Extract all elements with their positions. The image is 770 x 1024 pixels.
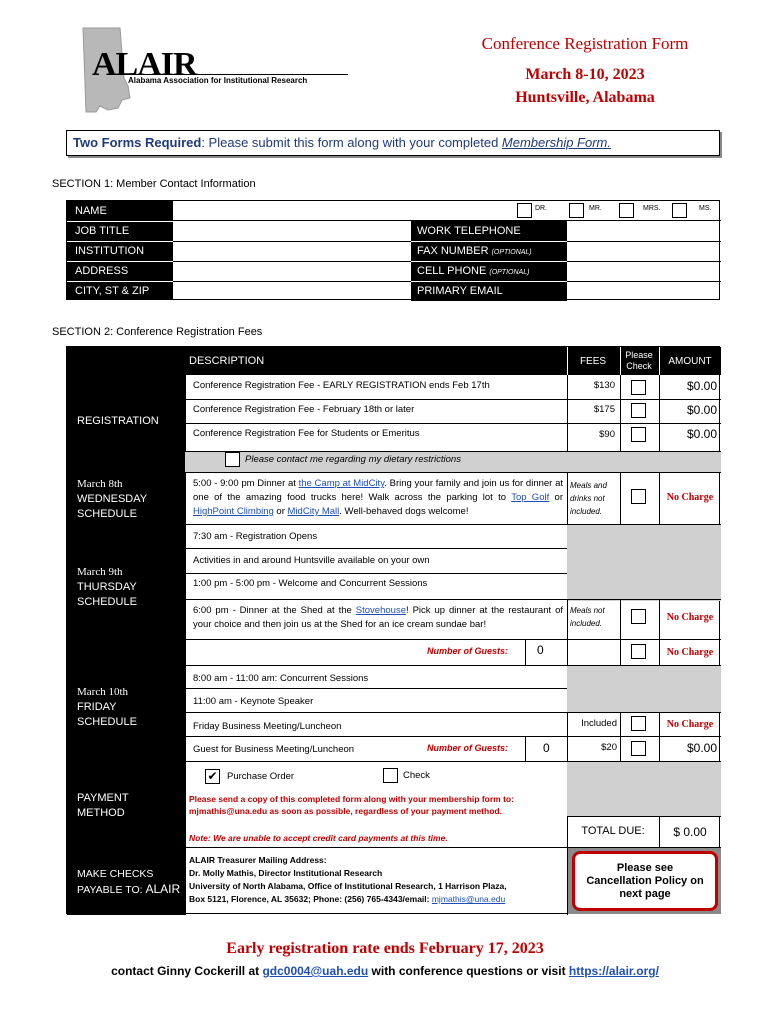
alair-website-link[interactable]: https://alair.org/ [568, 964, 659, 978]
payable-label-alair: ALAIR [145, 882, 181, 896]
work-phone-label: WORK TELEPHONE [417, 225, 521, 237]
fri-row3-amount: No Charge [666, 719, 714, 730]
title-dr-checkbox[interactable] [517, 203, 532, 218]
payable-label-2: PAYABLE TO: [77, 884, 146, 896]
payable-label [77, 867, 180, 898]
email-label: PRIMARY EMAIL [417, 285, 503, 297]
thu-label [77, 565, 137, 610]
address-line-1: ALAIR Treasurer Mailing Address: [189, 855, 327, 865]
reg-row-late-checkbox[interactable] [631, 403, 646, 418]
reg-row-student-amount: $0.00 [686, 427, 717, 441]
topgolf-link[interactable]: Top Golf [511, 492, 550, 503]
wed-fee: Meals and drinks not included. [570, 481, 607, 516]
col-description: DESCRIPTION [189, 355, 265, 367]
fri-date: March 10th [77, 686, 129, 698]
fri-label [77, 685, 137, 730]
contact-email-link[interactable]: gdc0004@uah.edu [262, 964, 369, 978]
title-dr-label: DR. [535, 205, 548, 212]
title-mr-label: MR. [589, 205, 602, 212]
payment-label-2: METHOD [77, 807, 125, 819]
dietary-label: Please contact me regarding my dietary restrictions [245, 454, 461, 465]
fri-guests-field[interactable]: 0 [543, 741, 550, 755]
logo-subtitle: Alabama Association for Institutional Research [128, 76, 308, 85]
reg-row-late-amount: $0.00 [686, 403, 717, 417]
title-ms-checkbox[interactable] [672, 203, 687, 218]
fri-row4-amount: $0.00 [686, 741, 717, 755]
col-check: Please Check [625, 350, 653, 371]
cell-label: CELL PHONE (OPTIONAL) [417, 265, 530, 277]
notice-bold: Two Forms Required [73, 135, 202, 150]
dietary-checkbox[interactable] [225, 452, 240, 467]
reg-row-student-checkbox[interactable] [631, 427, 646, 442]
fri-row3-checkbox[interactable] [631, 716, 646, 731]
address-line-2: Dr. Molly Mathis, Director Institutional Research [189, 868, 383, 878]
title-mr-checkbox[interactable] [569, 203, 584, 218]
city-field[interactable] [175, 282, 409, 300]
wed-date: March 8th [77, 478, 123, 490]
early-registration-headline: Early registration rate ends February 17, 2023 [226, 940, 544, 957]
stovehouse-link[interactable]: Stovehouse [355, 605, 406, 616]
check-label: Check [403, 770, 430, 781]
thu-checkbox[interactable] [631, 609, 646, 624]
fri-row3: Friday Business Meeting/Luncheon [193, 721, 342, 732]
address-line-3: University of North Alabama, Office of Institutional Research, 1 Harrison Plaza, [189, 881, 507, 891]
reg-row-early-desc: Conference Registration Fee - EARLY REGISTRATION ends Feb 17th [193, 380, 490, 391]
address-field[interactable] [175, 262, 409, 280]
institution-field[interactable] [175, 242, 409, 260]
conference-dates: March 8-10, 2023 [525, 66, 645, 83]
reg-row-student-fee: $90 [599, 429, 615, 440]
fri-row3-fee: Included [581, 718, 617, 729]
work-phone-field[interactable] [569, 222, 719, 240]
city-label: CITY, ST & ZIP [75, 285, 150, 297]
form-title: Conference Registration Form [481, 34, 689, 53]
institution-label: INSTITUTION [75, 245, 145, 257]
fri-row1: 8:00 am - 11:00 am: Concurrent Sessions [193, 673, 369, 684]
wed-checkbox[interactable] [631, 489, 646, 504]
col-fees: FEES [579, 356, 607, 367]
fax-label: FAX NUMBER (OPTIONAL) [417, 245, 532, 257]
title-mrs-checkbox[interactable] [619, 203, 634, 218]
address-line-4: Box 5121, Florence, AL 35632; Phone: (256) 765-4343/email: [189, 894, 432, 904]
cell-optional: (OPTIONAL) [489, 269, 530, 276]
contact-text-a: contact Ginny Cockerill at [111, 964, 263, 978]
section1-title: SECTION 1: Member Contact Information [52, 178, 256, 190]
total-due-label: TOTAL DUE: [581, 825, 645, 837]
reg-row-early-fee: $130 [593, 380, 615, 391]
reg-row-late-fee: $175 [593, 404, 615, 415]
address-label: ADDRESS [75, 265, 129, 277]
highpoint-link[interactable]: HighPoint Climbing [193, 506, 274, 517]
contact-line [0, 964, 770, 978]
thu-row3: 1:00 pm - 5:00 pm - Welcome and Concurrent Sessions [193, 578, 428, 589]
camp-link[interactable]: the Camp at MidCity [298, 478, 385, 489]
title-ms-label: MS. [699, 205, 712, 212]
wed-day: WEDNESDAY [77, 493, 148, 505]
contact-table [66, 200, 720, 300]
cancellation-policy-text: Please see Cancellation Policy on next page [586, 861, 704, 900]
thu-day: THURSDAY [77, 581, 137, 593]
job-title-field[interactable] [175, 222, 409, 240]
cell-field[interactable] [569, 262, 719, 280]
title-mrs-label: MRS. [643, 205, 661, 212]
thu-schedule: SCHEDULE [77, 596, 137, 608]
fri-row2: 11:00 am - Keynote Speaker [193, 696, 314, 707]
thu-guests-field[interactable]: 0 [537, 643, 544, 657]
logo [78, 26, 358, 116]
section2-title: SECTION 2: Conference Registration Fees [52, 326, 263, 338]
conference-location: Huntsville, Alabama [515, 89, 655, 106]
fax-optional: (OPTIONAL) [491, 249, 532, 256]
total-due-amount: $ 0.00 [673, 825, 707, 839]
no-credit-card-note: Note: We are unable to accept credit card payments at this time. [189, 833, 448, 843]
name-label: NAME [75, 205, 107, 217]
fri-schedule: SCHEDULE [77, 716, 137, 728]
thu-guests-label: Number of Guests: [427, 646, 509, 656]
notice-text: : Please submit this form along with your completed [201, 135, 502, 150]
name-field[interactable] [175, 202, 515, 220]
cancellation-policy-badge[interactable] [572, 851, 718, 911]
fri-day: FRIDAY [77, 701, 117, 713]
reg-row-early-checkbox[interactable] [631, 380, 646, 395]
thu-fee: Meals not included. [570, 606, 605, 628]
thu-row1: 7:30 am - Registration Opens [193, 531, 318, 542]
fri-guests-label: Number of Guests: [427, 743, 509, 753]
mailing-address [189, 854, 567, 906]
fri-row4-fee: $20 [601, 742, 617, 753]
registration-label: REGISTRATION [77, 415, 159, 427]
wed-schedule: SCHEDULE [77, 508, 137, 520]
thu-amount: No Charge [666, 612, 714, 623]
wed-label [77, 477, 147, 522]
wed-desc: 5:00 - 9:00 pm Dinner at the Camp at MidCity. Bring your family and join us for dinner at one of the amazing food trucks here! Walk across the parking lot to Top Golf or HighPoint Climbing or MidCity Mall. Well-behaved dogs welcome! [193, 478, 563, 517]
payment-label [77, 791, 129, 821]
thu-row4: 6:00 pm - Dinner at the Shed at the Stovehouse! Pick up dinner at the restaurant of your choice and then join us at the Shed for an ice cream sundae bar! [193, 605, 563, 630]
payable-label-1: MAKE CHECKS [77, 868, 154, 880]
membership-form-link[interactable]: Membership Form. [501, 135, 611, 150]
fees-table [66, 346, 720, 914]
contact-text-b: with conference questions or visit [368, 964, 569, 978]
payment-label-1: PAYMENT [77, 792, 129, 804]
logo-name: ALAIR [92, 46, 197, 83]
midcity-mall-link[interactable]: MidCity Mall [287, 506, 340, 517]
job-title-label: JOB TITLE [75, 225, 130, 237]
purchase-order-checkbox[interactable]: ✔ [205, 769, 220, 784]
payment-note: Please send a copy of this completed form along with your membership form to: mjmathis@una.edu as soon as possible, regardless of your payment method. [189, 794, 514, 816]
reg-row-late-desc: Conference Registration Fee - February 18th or later [193, 404, 415, 415]
fax-field[interactable] [569, 242, 719, 260]
wed-amount: No Charge [666, 492, 714, 503]
thu-guests-checkbox[interactable] [631, 644, 646, 659]
email-field[interactable] [569, 282, 719, 300]
fri-row4: Guest for Business Meeting/Luncheon [193, 744, 355, 755]
reg-row-student-desc: Conference Registration Fee for Students or Emeritus [193, 428, 420, 439]
notice-box [66, 130, 720, 156]
check-checkbox[interactable] [383, 768, 398, 783]
thu-guests-amount: No Charge [666, 647, 714, 658]
purchase-order-label: Purchase Order [227, 771, 295, 782]
treasurer-email-link[interactable]: mjmathis@una.edu [431, 894, 506, 904]
col-amount: AMOUNT [668, 356, 712, 367]
fri-row4-checkbox[interactable] [631, 741, 646, 756]
reg-row-early-amount: $0.00 [686, 379, 717, 393]
thu-row2: Activities in and around Huntsville available on your own [193, 555, 430, 566]
thu-date: March 9th [77, 566, 123, 578]
